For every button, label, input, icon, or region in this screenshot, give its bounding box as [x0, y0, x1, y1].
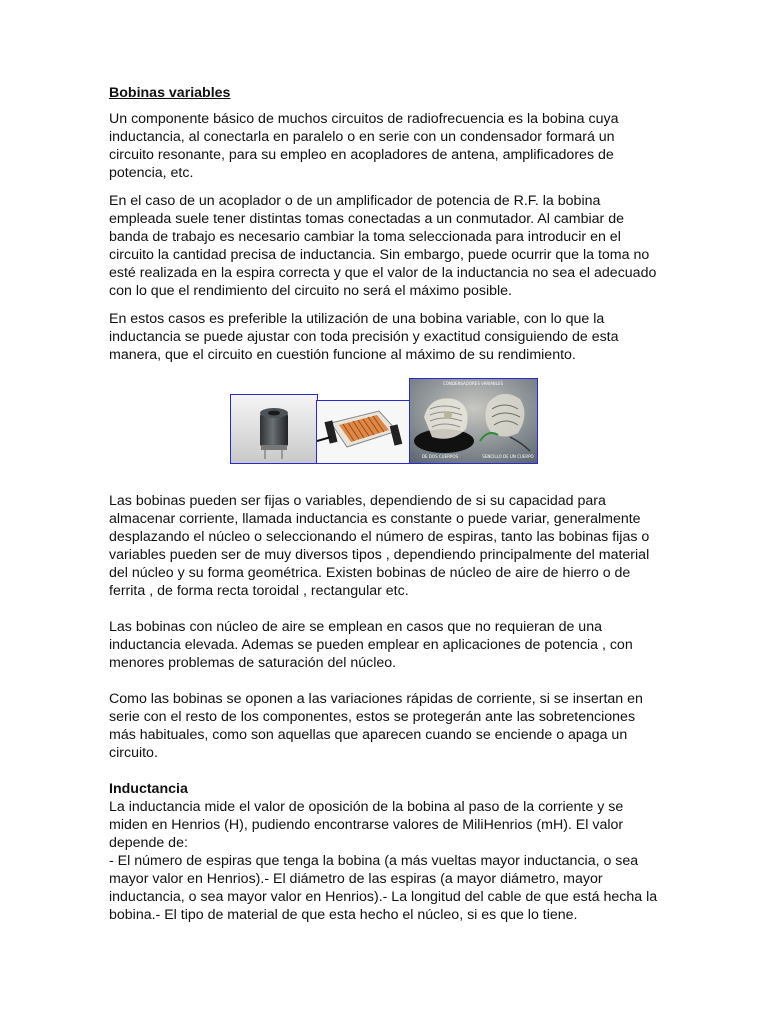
document-page [109, 84, 661, 924]
paragraph-5: Las bobinas con núcleo de aire se emplean en casos que no requieran de una inductancia elevada. Ademas se pueden emplear en aplicaciones de potencia , con menores problemas de saturación del núcleo. [109, 619, 633, 671]
section-body: La inductancia mide el valor de oposición de la bobina al paso de la corriente y se miden en Henrios (H), pudiendo encontrarse valores de MiliHenrios (mH). El valor depende de: - El número de espiras que tenga la bobina (a más vueltas mayor inductancia, o sea mayor valor en Henrios).- El diámetro de las espiras (a mayor diámetro, mayor inductancia, o sea mayor valor en Henrios).- La longitud del cable de que está hecha la bobina.- El tipo de material de que esta hecho el núcleo, si es que lo tiene. [109, 799, 658, 923]
paragraph-3: En estos casos es preferible la utilización de una bobina variable, con lo que la inductancia se puede ajustar con toda precisión y exactitud consiguiendo de esta manera, que el circuito en cuestión funcione al máximo de su rendimiento. [109, 311, 619, 363]
section-heading: Inductancia [109, 781, 188, 797]
figure-row [109, 378, 661, 478]
paragraph-6: Como las bobinas se oponen a las variaciones rápidas de corriente, si se insertan en serie con el resto de los componentes, estos se protegerán ante las sobretenciones más habituales, como son aquellas que aparecen cuando se enciende o apaga un circuito. [109, 691, 643, 761]
caption-left: DE DOS CUERPOS [421, 454, 459, 459]
variable-capacitors-photo [409, 378, 538, 464]
air-core-coil-photo [316, 400, 410, 464]
document-title: Bobinas variables [109, 85, 231, 101]
paragraph-1: Un componente básico de muchos circuitos de radiofrecuencia es la bobina cuya inductancia, al conectarla en paralelo o en serie con un condensador formará un circuito resonante, para su empleo en acopladores de antena, amplificadores de potencia, etc. [109, 111, 619, 181]
caption-right: SENCILLO DE UN CUERPO [482, 454, 534, 459]
fixed-coil-photo [230, 394, 318, 464]
paragraph-4: Las bobinas pueden ser fijas o variables, dependiendo de si su capacidad para almacenar corriente, llamada inductancia es constante o puede variar, generalmente desplazando el núcleo o seleccionando el número de espiras, tanto las bobinas fijas o variables pueden ser de muy diversos tipos , dependiendo principalmente del material del núcleo y su forma geométrica. Existen bobinas de núcleo de aire de hierro o de ferrita , de forma recta toroidal , rectangular etc. [109, 493, 650, 599]
paragraph-2: En el caso de un acoplador o de un amplificador de potencia de R.F. la bobina empleada suele tener distintas tomas conectadas a un conmutador. Al cambiar de banda de trabajo es necesario cambiar la toma seleccionada para introducir en el circuito la cantidad precisa de inductancia. Sin embargo, puede ocurrir que la toma no esté realizada en la espira correcta y que el valor de la inductancia no sea el adecuado con lo que el rendimiento del circuito no será el máximo posible. [109, 193, 657, 299]
caption-top: CONDENSADORES VARIABLES [442, 381, 504, 386]
